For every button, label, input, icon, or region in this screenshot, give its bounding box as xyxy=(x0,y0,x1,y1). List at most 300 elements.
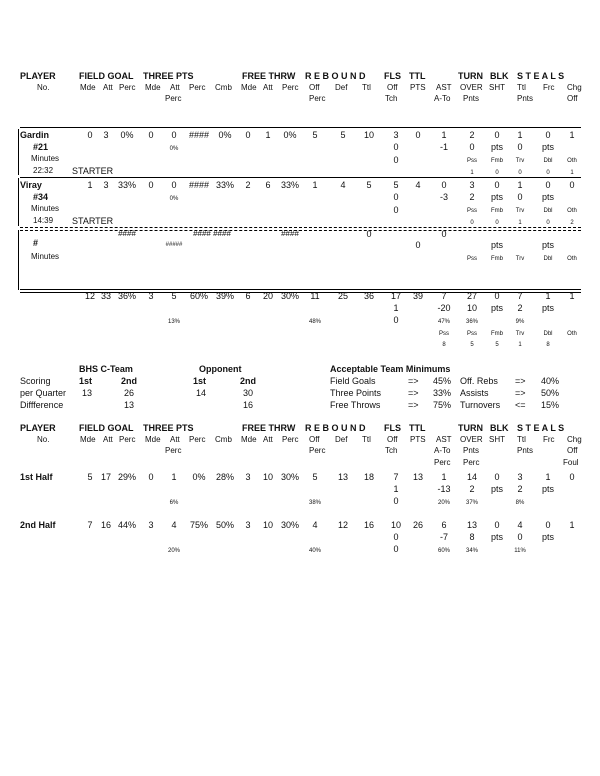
rule-vertical xyxy=(18,129,19,175)
header-divider xyxy=(20,127,581,128)
minimum-value: 45% xyxy=(433,376,452,386)
column-header: Att xyxy=(103,435,113,444)
total-cell: 47% xyxy=(437,319,451,325)
stat-label: Pss xyxy=(466,256,478,262)
stat-cell: 2 xyxy=(469,130,475,140)
stat-cell: 0 xyxy=(148,130,154,140)
total-cell: 39 xyxy=(412,291,424,301)
column-header: Ttl xyxy=(362,83,371,92)
stat-cell: 0 xyxy=(393,142,399,152)
column-group-header: FLS xyxy=(384,71,401,81)
half-header: 1st xyxy=(79,376,93,386)
column-group-header: S T E A L S xyxy=(517,71,565,81)
column-header: Off xyxy=(387,83,398,92)
stat-cell: 1 xyxy=(517,180,523,190)
player-number: # xyxy=(33,238,39,248)
summary-value: 13 xyxy=(124,400,135,410)
column-group-header: R E B O U N D xyxy=(305,71,366,81)
rule-vertical xyxy=(18,230,19,290)
stat-cell: 3 xyxy=(393,130,399,140)
total-cell: 5 xyxy=(495,342,499,348)
stat-cell: 1 xyxy=(393,484,399,494)
total-cell: 17 xyxy=(390,291,402,301)
total-cell: 6 xyxy=(245,291,251,301)
stat-cell: 38% xyxy=(308,500,322,506)
stat-cell: 0 xyxy=(569,180,575,190)
stat-cell: 3 xyxy=(517,472,523,482)
stat-cell: pts xyxy=(541,142,555,152)
stat-cell: 0 xyxy=(171,130,177,140)
column-header: OVER xyxy=(460,83,483,92)
starter-badge: STARTER xyxy=(72,166,114,176)
stat-label: Trv xyxy=(515,331,525,337)
total-cell: 36% xyxy=(465,319,479,325)
stat-cell: 60% xyxy=(437,548,451,554)
stat-cell: ##### xyxy=(165,242,183,248)
column-header: Perc xyxy=(189,435,206,444)
stat-cell: 0 xyxy=(393,205,399,215)
stat-cell: #### xyxy=(188,130,210,140)
stat-label: Dbl xyxy=(543,331,553,337)
column-group-header: FIELD GOAL xyxy=(79,71,134,81)
stat-cell: 5 xyxy=(340,130,346,140)
total-cell: 8 xyxy=(546,342,550,348)
opponent-name: Opponent xyxy=(199,364,242,374)
column-header: Foul xyxy=(563,458,579,467)
total-cell: 11 xyxy=(310,291,320,301)
stat-cell: 0 xyxy=(415,240,421,250)
stat-cell: 10 xyxy=(262,472,274,482)
column-header: Cmb xyxy=(215,83,232,92)
column-header: Ttl xyxy=(517,435,526,444)
stat-cell: 1 xyxy=(441,130,447,140)
total-cell: 25 xyxy=(337,291,349,301)
stat-label: Pss xyxy=(466,158,478,164)
total-cell: -20 xyxy=(437,303,451,313)
column-group-header: PLAYER xyxy=(20,71,56,81)
column-header: Att xyxy=(170,435,180,444)
stat-cell: pts xyxy=(490,484,504,494)
stat-cell: #### #### xyxy=(193,229,231,238)
column-header: OVER xyxy=(460,435,483,444)
total-cell: 36% xyxy=(117,291,137,301)
minimums-title: Acceptable Team Minimums xyxy=(330,364,451,374)
stat-cell: 7 xyxy=(87,520,93,530)
total-cell: 1 xyxy=(569,291,575,301)
column-group-header: BLK xyxy=(490,423,509,433)
stat-cell: 0 xyxy=(469,142,475,152)
column-header: Perc xyxy=(189,83,206,92)
stat-cell: 0 xyxy=(393,192,399,202)
stat-cell: 0 xyxy=(148,180,154,190)
half-header: 1st xyxy=(193,376,207,386)
stat-cell: 0% xyxy=(120,130,134,140)
player-name: Viray xyxy=(20,180,42,190)
total-cell: 8 xyxy=(442,342,446,348)
stat-cell: 4 xyxy=(340,180,346,190)
summary-value: 13 xyxy=(82,388,93,398)
total-cell: 33 xyxy=(100,291,112,301)
stat-cell: #### xyxy=(188,180,210,190)
stat-cell: 0% xyxy=(169,146,179,152)
column-header: A-To xyxy=(434,446,451,455)
column-header: Mde xyxy=(80,435,96,444)
player-number: #21 xyxy=(33,142,49,152)
stat-label: Pss xyxy=(438,331,450,337)
stat-cell: -1 xyxy=(439,142,449,152)
stat-cell: 20% xyxy=(437,500,451,506)
team-name: BHS C-Team xyxy=(79,364,133,374)
column-header: Pnts xyxy=(517,94,534,103)
minutes-label: Minutes xyxy=(31,252,60,261)
stat-cell: 2 xyxy=(517,484,523,494)
stat-cell: 0 xyxy=(494,472,500,482)
minimum-label: Turnovers xyxy=(460,400,501,410)
stat-cell: 8% xyxy=(515,500,525,506)
minutes-label: Minutes xyxy=(31,204,60,213)
column-header: Cmb xyxy=(215,435,232,444)
stat-cell: #### xyxy=(118,229,136,238)
stat-cell: 0 xyxy=(518,170,522,176)
rule-vertical xyxy=(18,178,19,226)
column-header: Frc xyxy=(543,435,555,444)
column-header: Att xyxy=(170,83,180,92)
stat-cell: 0% xyxy=(192,472,206,482)
half-label: 2nd Half xyxy=(20,520,56,530)
column-header: Def xyxy=(335,83,348,92)
stat-cell: 6 xyxy=(441,520,447,530)
stat-cell: 10 xyxy=(390,520,402,530)
stat-cell: 37% xyxy=(465,500,479,506)
stat-cell: 3 xyxy=(103,130,109,140)
stat-cell: 0 xyxy=(494,130,500,140)
column-group-header: FREE THRW xyxy=(242,71,296,81)
stat-cell: pts xyxy=(490,192,504,202)
stat-cell: -7 xyxy=(439,532,449,542)
stat-cell: 0 xyxy=(495,220,499,226)
stat-label: Dbl xyxy=(543,158,553,164)
stat-label: Oth xyxy=(567,158,577,164)
stat-label: Trv xyxy=(515,208,525,214)
stat-cell: 0 xyxy=(545,130,551,140)
total-cell: 9% xyxy=(515,319,525,325)
column-header: No. xyxy=(37,435,50,444)
stat-cell: 17 xyxy=(100,472,112,482)
total-cell: 7 xyxy=(517,291,523,301)
column-header: PTS xyxy=(410,435,426,444)
stat-cell: 2 xyxy=(469,192,475,202)
summary-value: 26 xyxy=(124,388,135,398)
column-header: SHT xyxy=(489,83,505,92)
column-group-header: TURN xyxy=(458,71,483,81)
stat-label: Fmb xyxy=(491,331,503,337)
total-cell: 5 xyxy=(171,291,177,301)
stat-cell: 16 xyxy=(363,520,375,530)
column-header: Pnts xyxy=(517,446,534,455)
stat-cell: 3 xyxy=(245,520,251,530)
column-group-header: BLK xyxy=(490,71,509,81)
stat-cell: pts xyxy=(490,532,504,542)
column-group-header: FLS xyxy=(384,423,401,433)
stat-cell: 5 xyxy=(312,472,318,482)
stat-cell: 2 xyxy=(469,484,475,494)
total-cell: 0 xyxy=(494,291,500,301)
column-group-header: FIELD GOAL xyxy=(79,423,134,433)
minimum-arrow: => xyxy=(515,376,526,386)
minimum-label: Free Throws xyxy=(330,400,381,410)
stat-cell: 0 xyxy=(494,520,500,530)
stat-label: Oth xyxy=(567,331,577,337)
column-header: Off xyxy=(309,83,320,92)
stat-cell: 0 xyxy=(366,229,372,239)
total-cell: 5 xyxy=(470,342,474,348)
column-header: Pnts xyxy=(463,94,480,103)
column-header: Def xyxy=(335,435,348,444)
stat-cell: 1 xyxy=(518,220,522,226)
total-cell: 2 xyxy=(517,303,523,313)
summary-label: per Quarter xyxy=(20,388,67,398)
column-header: AST xyxy=(436,83,452,92)
column-group-header: S T E A L S xyxy=(517,423,565,433)
column-header: Perc xyxy=(309,94,326,103)
column-header: Off xyxy=(567,446,578,455)
column-header: AST xyxy=(436,435,452,444)
minimum-arrow: => xyxy=(515,388,526,398)
stat-cell: 1 xyxy=(87,180,93,190)
column-header: Perc xyxy=(165,446,182,455)
column-header: Ttl xyxy=(362,435,371,444)
stat-label: Fmb xyxy=(491,256,503,262)
total-cell: 10 xyxy=(466,303,478,313)
stat-cell: 0% xyxy=(169,196,179,202)
column-header: Perc xyxy=(282,435,299,444)
stat-cell: pts xyxy=(490,240,504,250)
minimum-arrow: => xyxy=(408,388,419,398)
half-header: 2nd xyxy=(240,376,257,386)
stat-cell: 14 xyxy=(466,472,478,482)
stat-label: Dbl xyxy=(543,208,553,214)
stat-cell: 1 xyxy=(570,170,574,176)
column-group-header: PLAYER xyxy=(20,423,56,433)
column-group-header: R E B O U N D xyxy=(305,423,366,433)
stat-cell: 5 xyxy=(312,130,318,140)
summary-label: Diffference xyxy=(20,400,64,410)
stat-cell: #### xyxy=(281,229,299,238)
total-cell: 3 xyxy=(148,291,154,301)
totals-divider xyxy=(20,289,581,290)
stat-cell: 8 xyxy=(469,532,475,542)
column-header: Mde xyxy=(241,83,257,92)
stat-label: Oth xyxy=(567,256,577,262)
stat-cell: 2 xyxy=(245,180,251,190)
stat-cell: 4 xyxy=(312,520,318,530)
stat-cell: 0 xyxy=(415,130,421,140)
minutes-value: 14:39 xyxy=(33,216,54,225)
minimum-value: 15% xyxy=(541,400,560,410)
column-header: Mde xyxy=(241,435,257,444)
column-header: Att xyxy=(263,435,273,444)
stat-cell: 0 xyxy=(470,220,474,226)
column-header: Perc xyxy=(119,83,136,92)
stat-cell: -13 xyxy=(437,484,451,494)
stat-label: Fmb xyxy=(491,208,503,214)
stat-label: Oth xyxy=(567,208,577,214)
stat-label: Trv xyxy=(515,256,525,262)
total-cell: 36 xyxy=(363,291,375,301)
player-number: #34 xyxy=(33,192,49,202)
stat-cell: 0 xyxy=(393,155,399,165)
stat-cell: 4 xyxy=(171,520,177,530)
stat-cell: 1 xyxy=(545,472,551,482)
stat-cell: 30% xyxy=(280,520,300,530)
blank-row-divider xyxy=(20,230,581,231)
stat-cell: 5 xyxy=(393,180,399,190)
total-cell: 1 xyxy=(545,291,551,301)
column-header: Off xyxy=(567,94,578,103)
stat-cell: 1 xyxy=(569,520,575,530)
column-header: Chg xyxy=(567,83,582,92)
stat-cell: 0 xyxy=(171,180,177,190)
minimum-label: Off. Rebs xyxy=(460,376,498,386)
stat-cell: 13 xyxy=(412,472,424,482)
stat-cell: 1 xyxy=(171,472,177,482)
column-header: Perc xyxy=(119,435,136,444)
stat-cell: 1 xyxy=(517,130,523,140)
column-header: No. xyxy=(37,83,50,92)
stat-cell: 0 xyxy=(87,130,93,140)
column-header: Mde xyxy=(145,83,161,92)
column-group-header: TURN xyxy=(458,423,483,433)
stat-cell: 0 xyxy=(393,532,399,542)
stat-cell: 0 xyxy=(494,180,500,190)
minimum-value: 40% xyxy=(541,376,560,386)
stat-cell: 0 xyxy=(569,472,575,482)
stat-cell: 3 xyxy=(469,180,475,190)
stat-label: Dbl xyxy=(543,256,553,262)
stat-cell: 20% xyxy=(167,548,181,554)
stat-cell: 13 xyxy=(337,472,349,482)
stat-cell: 1 xyxy=(441,472,447,482)
total-cell: 39% xyxy=(215,291,235,301)
stat-cell: 5 xyxy=(366,180,372,190)
stat-cell: 1 xyxy=(569,130,575,140)
stat-cell: 1 xyxy=(312,180,318,190)
total-cell: pts xyxy=(541,303,555,313)
stat-cell: 33% xyxy=(215,180,235,190)
column-header: Chg xyxy=(567,435,582,444)
column-header: Ttl xyxy=(517,83,526,92)
minimum-arrow: => xyxy=(408,376,419,386)
stat-cell: 5 xyxy=(87,472,93,482)
stat-cell: 0 xyxy=(393,496,399,506)
stat-cell: 50% xyxy=(215,520,235,530)
summary-value: 14 xyxy=(196,388,207,398)
minimum-value: 50% xyxy=(541,388,560,398)
column-header: Perc xyxy=(434,458,451,467)
stat-cell: 0% xyxy=(218,130,232,140)
stat-cell: pts xyxy=(541,240,555,250)
stat-cell: 11% xyxy=(514,548,526,554)
stat-cell: 0 xyxy=(441,229,447,239)
column-header: Pnts xyxy=(463,446,480,455)
stat-cell: 44% xyxy=(117,520,137,530)
stat-cell: 3 xyxy=(245,472,251,482)
stat-cell: 18 xyxy=(363,472,375,482)
total-cell: 20 xyxy=(262,291,274,301)
stat-cell: 1 xyxy=(470,170,474,176)
stat-cell: 0 xyxy=(517,192,523,202)
stat-cell: 0% xyxy=(283,130,297,140)
minimum-label: Three Points xyxy=(330,388,382,398)
column-group-header: THREE PTS xyxy=(143,423,194,433)
stat-cell: 10 xyxy=(262,520,274,530)
total-cell: pts xyxy=(490,303,504,313)
stat-cell: -3 xyxy=(439,192,449,202)
summary-label: Scoring xyxy=(20,376,51,386)
column-header: Mde xyxy=(80,83,96,92)
minimum-label: Field Goals xyxy=(330,376,376,386)
half-label: 1st Half xyxy=(20,472,53,482)
total-cell: 48% xyxy=(308,319,322,325)
stat-cell: 26 xyxy=(412,520,424,530)
column-header: SHT xyxy=(489,435,505,444)
stat-cell: pts xyxy=(541,532,555,542)
column-group-header: TTL xyxy=(409,423,426,433)
column-header: Perc xyxy=(463,458,480,467)
column-header: A-To xyxy=(434,94,451,103)
minutes-value: 22:32 xyxy=(33,166,54,175)
column-header: Tch xyxy=(385,446,398,455)
blank-row-divider xyxy=(20,227,581,228)
total-cell: 13% xyxy=(167,319,181,325)
column-group-header: FREE THRW xyxy=(242,423,296,433)
stat-cell: 0 xyxy=(393,544,399,554)
stat-cell: 3 xyxy=(148,520,154,530)
column-header: Off xyxy=(387,435,398,444)
starter-badge: STARTER xyxy=(72,216,114,226)
stat-cell: 10 xyxy=(363,130,375,140)
stat-label: Pss xyxy=(466,208,478,214)
total-cell: 60% xyxy=(189,291,209,301)
stat-cell: 75% xyxy=(189,520,209,530)
total-cell: 1 xyxy=(518,342,522,348)
stat-cell: 33% xyxy=(280,180,300,190)
stat-cell: pts xyxy=(490,142,504,152)
column-header: Tch xyxy=(385,94,398,103)
stat-cell: 6% xyxy=(169,500,179,506)
stat-cell: 3 xyxy=(103,180,109,190)
total-cell: 27 xyxy=(466,291,478,301)
stat-cell: 4 xyxy=(415,180,421,190)
stat-cell: 28% xyxy=(215,472,235,482)
minutes-label: Minutes xyxy=(31,154,60,163)
stat-cell: 33% xyxy=(117,180,137,190)
total-cell: 30% xyxy=(280,291,300,301)
column-header: Att xyxy=(103,83,113,92)
stat-label: Trv xyxy=(515,158,525,164)
stat-label: Pss xyxy=(466,331,478,337)
minimum-value: 75% xyxy=(433,400,452,410)
stat-cell: 13 xyxy=(466,520,478,530)
total-cell: 0 xyxy=(393,315,399,325)
total-cell: 1 xyxy=(393,303,399,313)
column-header: PTS xyxy=(410,83,426,92)
summary-value: 16 xyxy=(243,400,254,410)
column-header: Frc xyxy=(543,83,555,92)
stat-cell: 0 xyxy=(545,180,551,190)
stat-cell: 0 xyxy=(441,180,447,190)
stat-cell: 34% xyxy=(465,548,479,554)
